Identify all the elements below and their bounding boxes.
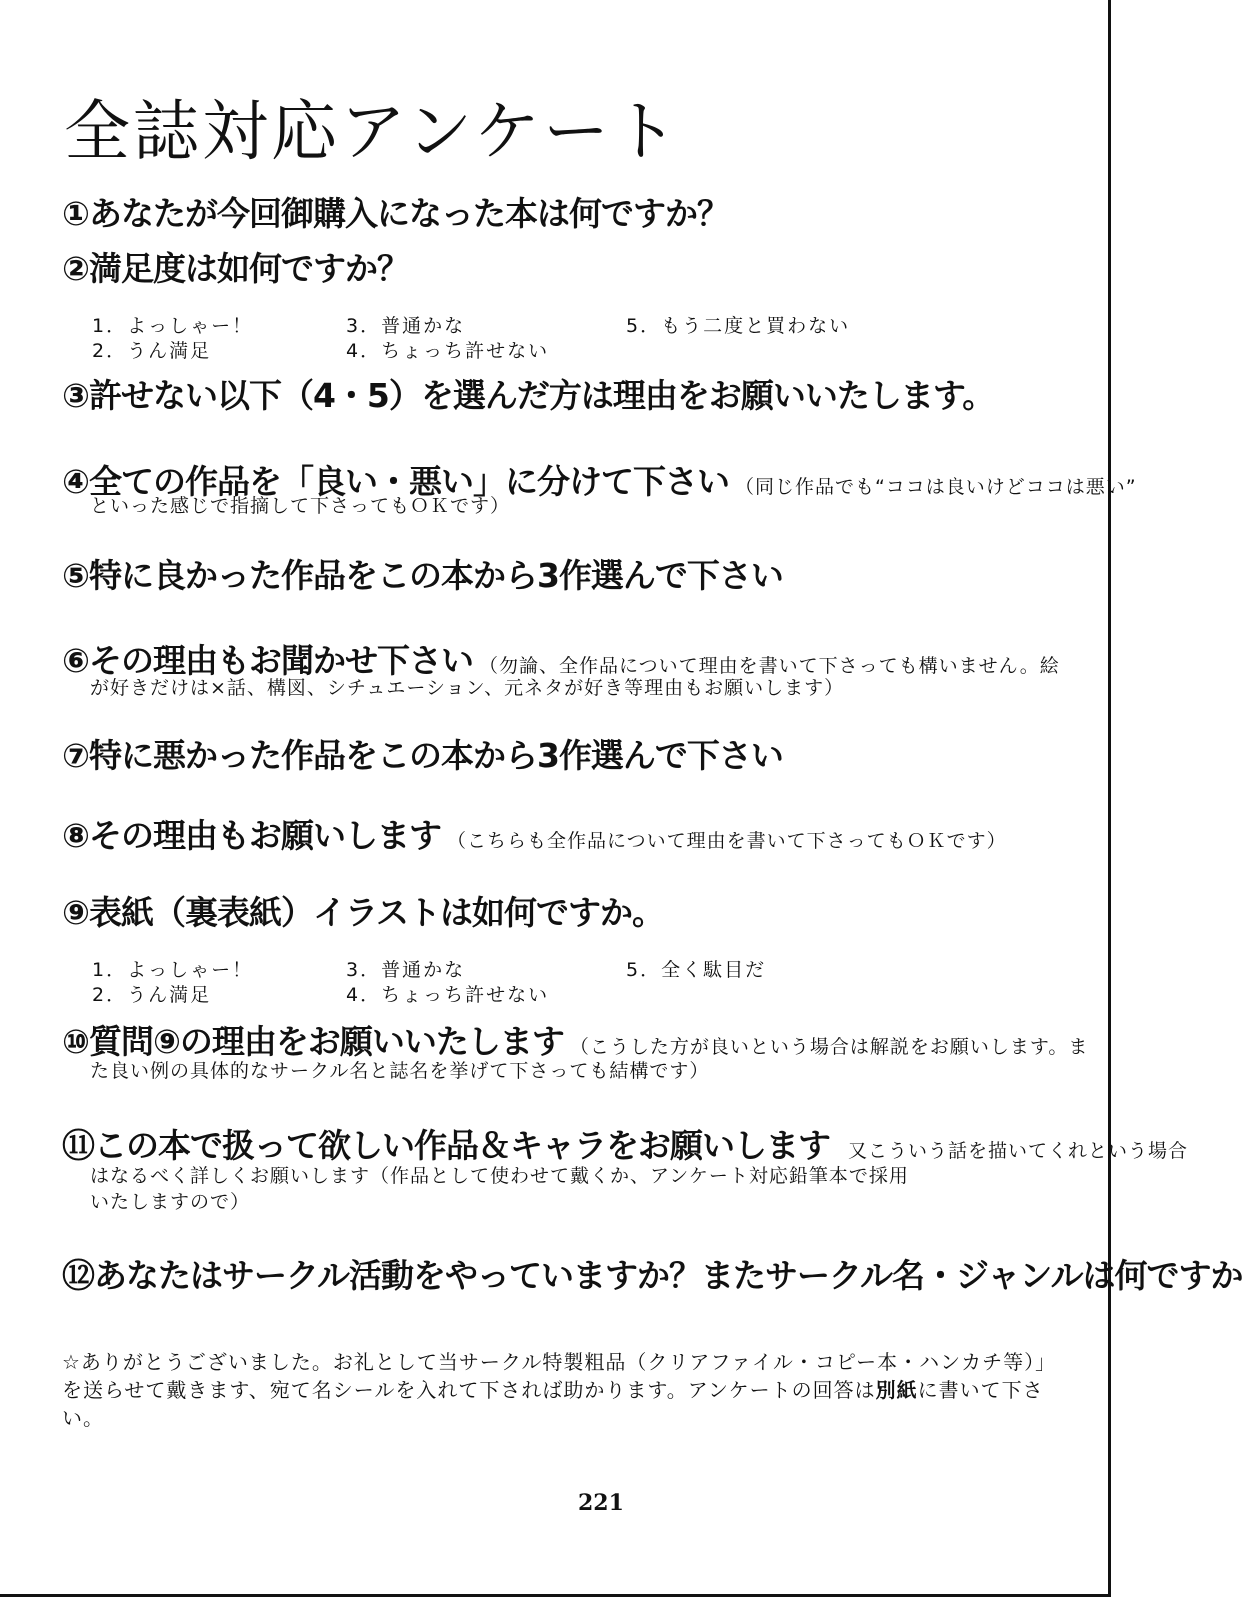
footer-end-text: に書いて下さい。 — [62, 1378, 1044, 1430]
q9-option-4: 4．ちょっち許せない — [346, 984, 550, 1006]
footer-text: ☆ありがとうございました。お礼として当サークル特製粗品（クリアファイル・コピー本・ハンカチ等）」を送らせて戴きます、宛て名シールを入れて下されば助かります。アンケートの回答は — [62, 1350, 1047, 1402]
question-5: ⑤特に良かった作品をこの本から3作選んで下さい — [62, 556, 783, 595]
footer-bold-text: 別紙 — [875, 1378, 918, 1402]
question-11-note-continued: はなるべく詳しくお願いします（作品として使わせて戴くか、アンケート対応鉛筆本で採用 — [90, 1165, 909, 1187]
question-12: ⑫あなたはサークル活動をやっていますか？またサークル名・ジャンルは何ですか — [62, 1256, 1243, 1295]
question-8 — [62, 810, 1007, 857]
q9-option-1: 1．よっしゃー！ — [92, 959, 254, 981]
q2-option-4: 4．ちょっち許せない — [346, 340, 550, 362]
question-8-note: （こちらも全作品について理由を書いて下さってもＯＫです） — [446, 830, 1007, 852]
question-4-note: （同じ作品でも“ココは良いけどココは悪い” — [734, 476, 1137, 498]
question-11-note: 又こういう話を描いてくれという場合 — [848, 1140, 1189, 1162]
question-4-text: ④全ての作品を「良い・悪い」に分けて下さい — [62, 462, 729, 501]
question-10-note: （こうした方が良いという場合は解説をお願いします。ま — [569, 1036, 1089, 1058]
page-number: 221 — [578, 1490, 624, 1516]
question-3: ③許せない以下（4・5）を選んだ方は理由をお願いいたします。 — [62, 376, 995, 415]
question-4-note-continued: といった感じで指摘して下さってもＯＫです） — [90, 495, 511, 517]
q2-option-1: 1．よっしゃー！ — [92, 315, 254, 337]
question-11 — [62, 1120, 1188, 1167]
q2-option-2: 2．うん満足 — [92, 340, 212, 362]
q9-option-2: 2．うん満足 — [92, 984, 212, 1006]
question-10-note-continued: た良い例の具体的なサークル名と誌名を挙げて下さっても結構です） — [90, 1060, 710, 1082]
question-8-text: ⑧その理由もお願いします — [62, 816, 441, 855]
q2-option-3: 3．普通かな — [346, 315, 466, 337]
question-10-text: ⑩質問⑨の理由をお願いいたします — [62, 1022, 564, 1061]
q2-option-5: 5．もう二度と買わない — [626, 315, 851, 337]
question-11-note-continued-2: いたしますので） — [90, 1191, 251, 1213]
footer-note — [62, 1348, 1052, 1432]
question-6-note: （勿論、全作品について理由を書いて下さっても構いません。絵 — [478, 655, 1060, 677]
page-title: 全誌対応アンケート — [64, 93, 682, 170]
question-6-note-continued: が好きだけは×話、構図、シチュエーション、元ネタが好き等理由もお願いします） — [90, 677, 845, 699]
question-9: ⑨表紙（裏表紙）イラストは如何ですか。 — [62, 893, 664, 932]
q9-option-3: 3．普通かな — [346, 959, 466, 981]
question-6-text: ⑥その理由もお聞かせ下さい — [62, 641, 473, 680]
question-7: ⑦特に悪かった作品をこの本から3作選んで下さい — [62, 736, 783, 775]
question-11-text: ⑪この本で扱って欲しい作品＆キャラをお願いします — [62, 1126, 830, 1165]
question-2: ②満足度は如何ですか？ — [62, 249, 409, 288]
question-1: ①あなたが今回御購入になった本は何ですか？ — [62, 194, 729, 233]
q9-option-5: 5．全く駄目だ — [626, 959, 767, 981]
